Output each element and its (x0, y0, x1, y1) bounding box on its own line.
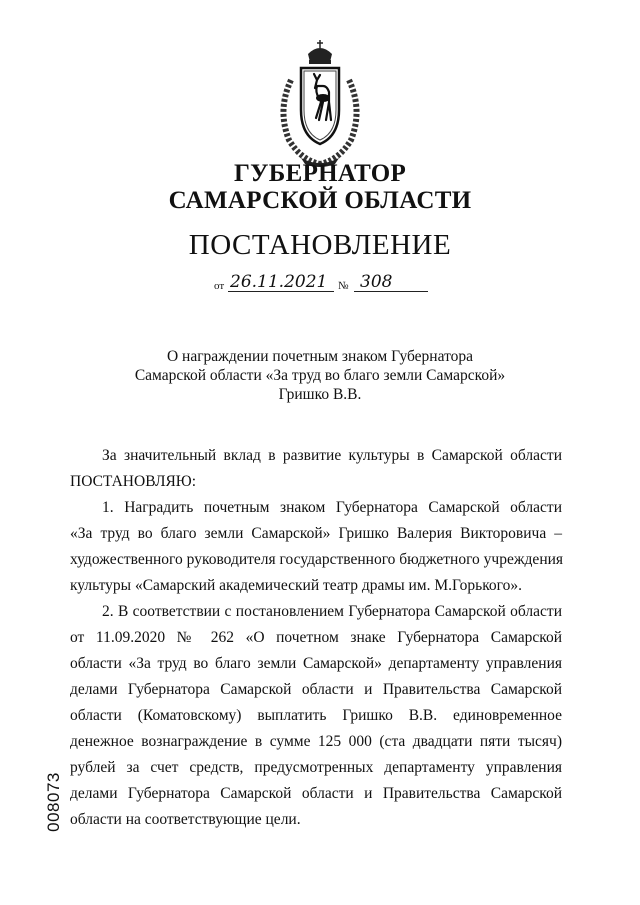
authority-title-line1: ГУБЕРНАТОР (233, 160, 407, 187)
subject-line-1: О награждении почетным знаком Губернатора (166, 348, 474, 365)
number-label: № (338, 280, 349, 292)
body-line: 2. В соответствии с постановлением Губернатора Самарской области (102, 603, 562, 620)
body-line: ПОСТАНОВЛЯЮ: (70, 473, 197, 490)
handwritten-date: 26.11.2021 (230, 272, 328, 292)
body-line: «За труд во благо земли Самарской» Гришко Валерия Викторовича – (70, 525, 562, 542)
body-line: За значительный вклад в развитие культуры в Самарской области (102, 447, 562, 464)
authority-title-line2: САМАРСКОЙ ОБЛАСТИ (168, 187, 472, 214)
document-type: ПОСТАНОВЛЕНИЕ (188, 229, 452, 261)
body-line: делами Губернатора Самарской области и Правительства Самарской (70, 785, 562, 802)
body-line: области «За труд во благо земли Самарской» департаменту управления (70, 655, 562, 672)
body-line: культуры «Самарский академический театр драмы им. М.Горького». (70, 577, 523, 594)
body-line: 1. Наградить почетным знаком Губернатора Самарской области (102, 499, 562, 516)
handwritten-number: 308 (360, 272, 393, 292)
date-number-line (214, 272, 434, 296)
body-line: области (Коматовскому) выплатить Гришко В.В. единовременное (70, 707, 562, 724)
coat-of-arms-emblem (271, 40, 369, 168)
body-line: от 11.09.2020 № 262 «О почетном знаке Губернатора Самарской (70, 629, 562, 646)
body-line: рублей за счет средств, предусмотренных департаменту управления (70, 759, 562, 776)
body-line: делами Губернатора Самарской области и Правительства Самарской (70, 681, 562, 698)
subject-line-2: Самарской области «За труд во благо земли Самарской» (134, 367, 506, 384)
date-from-label: от (214, 280, 225, 292)
body-line: области на соответствующие цели. (70, 811, 301, 828)
serial-number-stamp (39, 766, 69, 840)
serial-number-text: 008073 (44, 772, 63, 832)
body-line: денежное вознаграждение в сумме 125 000 (ста двадцати пяти тысяч) (70, 733, 562, 750)
body-line: художественного руководителя государственного бюджетного учреждения (70, 551, 564, 568)
subject-line-3: Гришко В.В. (278, 386, 362, 403)
